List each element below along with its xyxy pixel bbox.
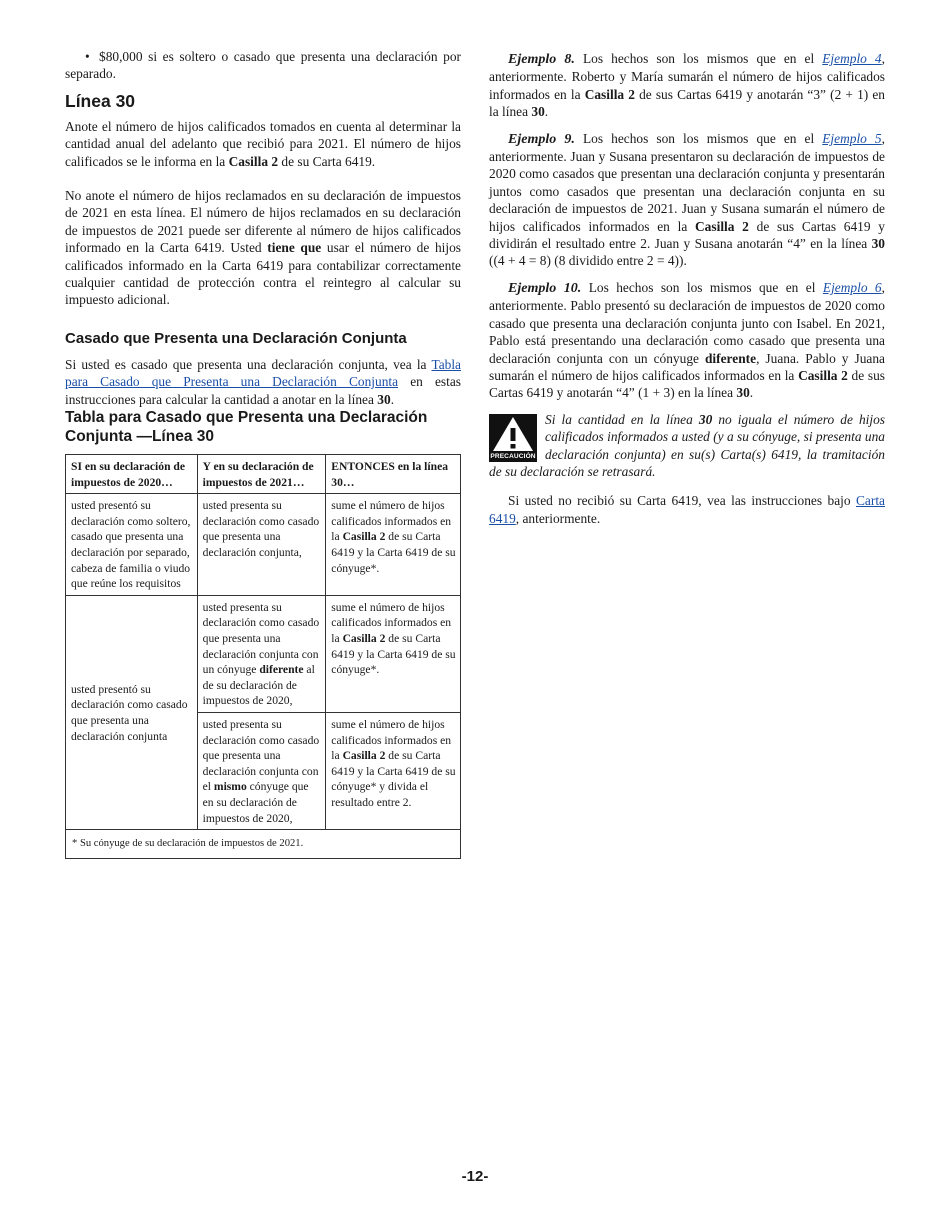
table-cell: sume el número de hijos calificados informados en la Casilla 2 de su Carta 6419 y la Carta 6419 de su cónyuge* y divida el resultado entre 2. (326, 713, 461, 830)
link-joint-return-table[interactable]: Tabla para Casado que Presenta una Declaración Conjunta (65, 356, 461, 390)
table-cell: usted presenta su declaración como casado que presenta una declaración conjunta con el mismo cónyuge que en su declaración de impuestos de 2020, (197, 713, 326, 830)
page-number: -12- (461, 1168, 489, 1185)
paragraph-line30-note: No anote el número de hijos reclamados en su declaración de impuestos de 2021 en esta línea. El número de hijos reclamados en su declaración de impuestos de 2021 puede ser diferente al número de hijos calificados informado en la Carta 6419. Usted tiene que usar el número de hijos calificados informado en la Carta 6419 para contabilizar correctamente cualquier cantidad de protección contra el reintegro al calcular su impuesto adicional. (65, 188, 462, 308)
table-header-cell: SI en su declaración de impuestos de 2020… (66, 455, 198, 494)
table-title: Tabla para Casado que Presenta una Declaración Conjunta —Línea 30 (65, 409, 428, 446)
paragraph-line30-intro: Anote el número de hijos calificados tomados en cuenta al determinar la cantidad anual del adelanto que recibió para 2021. El número de hijos calificados se le informa en la Casilla 2 de su Carta 6419. (65, 118, 461, 169)
caution-badge-label: PRECAUCIÓN (490, 452, 536, 460)
link-carta-6419[interactable]: Carta 6419 (489, 493, 885, 526)
bullet-icon: • (85, 49, 90, 64)
table-cell: usted presentó su declaración como soltero, casado que presenta una declaración por separado, cabeza de familia o viudo que reúne los requisitos (66, 494, 198, 596)
table-footnote-row (66, 830, 461, 859)
table-row (66, 494, 461, 596)
table-cell: usted presentó su declaración como casado que presenta una declaración conjunta (66, 595, 198, 829)
left-column (65, 48, 461, 859)
table-header-row (66, 455, 461, 494)
table-row (66, 595, 461, 712)
table-cell: sume el número de hijos calificados informados en la Casilla 2 de su Carta 6419 y la Carta 6419 de su cónyuge*. (326, 494, 461, 596)
table-cell: sume el número de hijos calificados informados en la Casilla 2 de su Carta 6419 y la Carta 6419 de su cónyuge*. (326, 595, 461, 712)
paragraph-no-letter: Si usted no recibió su Carta 6419, vea las instrucciones bajo Carta 6419, anteriormente. (489, 493, 885, 526)
link-ejemplo-4[interactable]: Ejemplo 4 (822, 51, 882, 66)
table-header-cell: Y en su declaración de impuestos de 2021… (197, 455, 326, 494)
link-ejemplo-5[interactable]: Ejemplo 5 (822, 130, 882, 146)
example-9: Ejemplo 9. Los hechos son los mismos que en el Ejemplo 5, anteriormente. Juan y Susana presentaron su declaración de impuestos de 2020 como casados que presentan una declaración conjunta y presentarán juntos como casados que presentan una declaración conjunta en su declaración de impuestos de 2021. Juan y Susana sumarán el número de hijos calificados informados en la Casilla 2 de sus Cartas 6419 y dividirán el resultado entre 2. Juan y Susana anotarán “4” en la línea 30 ((4 + 4 = 8) (8 dividido entre 2 = 4)). (489, 130, 886, 269)
caution-note (489, 411, 885, 481)
example-10: Ejemplo 10. Los hechos son los mismos que en el Ejemplo 6, anteriormente. Pablo presentó su declaración de impuestos de 2020 como casado que presenta una declaración conjunta junto con Isabel. En 2021, Pablo está presentando una declaración como casado que presenta una declaración conjunta con un cónyuge diferente, Juana. Pablo y Juana sumarán el número de hijos calificados informados en la Casilla 2 de sus Cartas 6419 y anotarán “4” (1 + 3) en la línea 30. (489, 279, 885, 401)
caution-warning-icon (489, 414, 537, 462)
paragraph-joint-return: Si usted es casado que presenta una declaración conjunta, vea la Tabla para Casado que Presenta una Declaración Conjunta en estas instrucciones para calcular la cantidad a anotar en la línea 30. (65, 356, 461, 407)
table-cell: usted presenta su declaración como casado que presenta una declaración conjunta con un cónyuge diferente al de su declaración de impuestos de 2020, (197, 595, 326, 712)
link-ejemplo-6[interactable]: Ejemplo 6 (822, 279, 882, 295)
subheading-joint-return: Casado que Presenta una Declaración Conjunta (65, 329, 407, 347)
caution-text: Si la cantidad en la línea 30 no iguala el número de hijos calificados informados a usted (y a su cónyuge, si presenta una declaración conjunta) en su(s) Carta(s) 6419, la tramitación de su declaración se retrasará. (489, 411, 885, 479)
table-header-cell: ENTONCES en la línea 30… (326, 455, 461, 494)
example-8: Ejemplo 8. Los hechos son los mismos que en el Ejemplo 4, anteriormente. Roberto y María sumarán el número de hijos calificados informados en la Casilla 2 de sus Cartas 6419 y anotarán “3” (2 + 1) en la línea 30. (489, 51, 885, 120)
table-footnote: * Su cónyuge de su declaración de impuestos de 2021. (66, 830, 461, 859)
joint-return-table (65, 454, 461, 859)
bullet-item: • $80,000 si es soltero o casado que presenta una declaración por separado. (65, 49, 461, 82)
section-heading-linea-30: Línea 30 (65, 90, 136, 111)
table-cell: usted presenta su declaración como casado que presenta una declaración conjunta, (197, 494, 326, 596)
right-column (489, 50, 885, 527)
